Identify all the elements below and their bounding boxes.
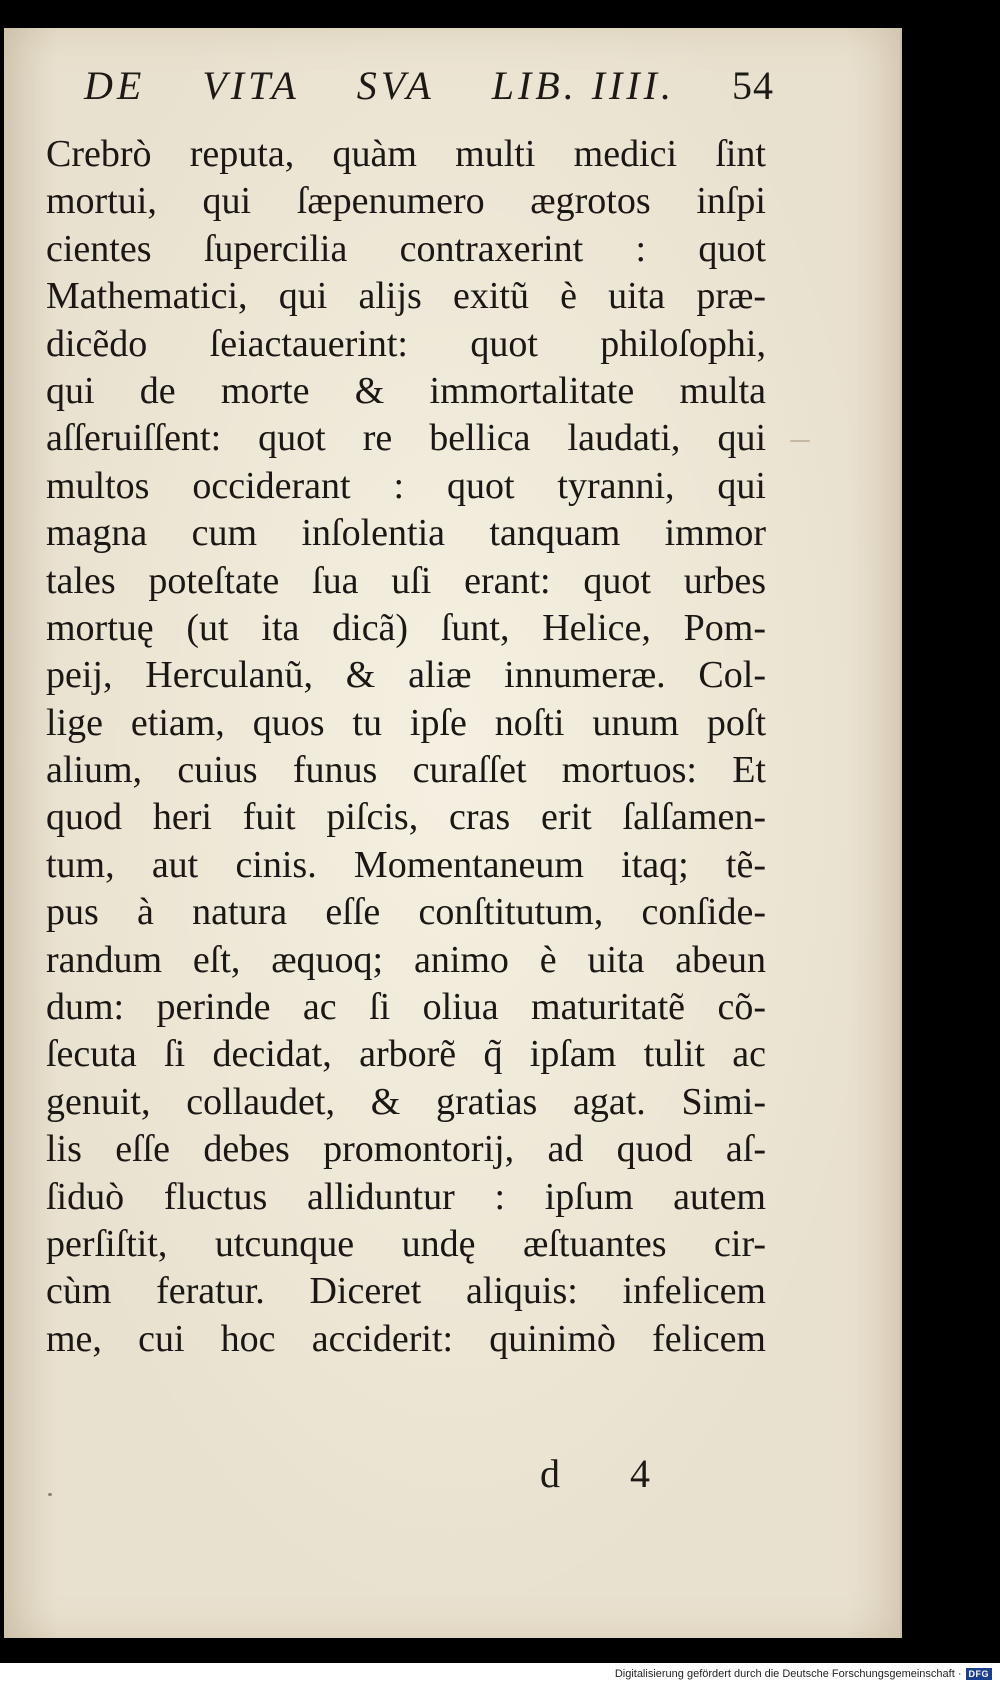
- text-line: pus à natura eſſe conſtitutum, conſide-: [46, 891, 766, 934]
- text-line: qui de morte & immortalitate multa: [46, 369, 766, 412]
- text-line: ſecuta ſi decidat, arborẽ q̃ ipſam tulit ac: [46, 1033, 766, 1076]
- text-line: mortuę (ut ita dicã) ſunt, Helice, Pom-: [46, 606, 766, 649]
- text-line: Mathematici, qui alijs exitũ è uita præ-: [46, 275, 766, 318]
- signature-number: 4: [630, 1451, 650, 1496]
- text-line: me, cui hoc acciderit: quinimò felicem: [46, 1317, 766, 1360]
- text-line: perſiſtit, utcunque undę æſtuantes cir-: [46, 1222, 766, 1265]
- text-line: Crebrò reputa, quàm multi medici ſint: [46, 133, 766, 175]
- text-line: tales poteſtate ſua uſi erant: quot urbes: [46, 559, 766, 602]
- footer-credit: Digitalisierung gefördert durch die Deutsche Forschungsgemeinschaft ·: [614, 1668, 962, 1680]
- paper-speck: [48, 1493, 52, 1496]
- text-line: lis eſſe debes promontorij, ad quod aſ-: [46, 1128, 766, 1171]
- text-line: aſſeruiſſent: quot re bellica laudati, qui: [46, 417, 766, 460]
- running-head-de: DE: [84, 63, 146, 108]
- text-line: genuit, collaudet, & gratias agat. Simi-: [46, 1080, 766, 1123]
- text-line: multos occiderant : quot tyranni, qui: [46, 464, 766, 507]
- text-line: cùm feratur. Diceret aliquis: infelicem: [46, 1270, 766, 1313]
- text-line: quod heri fuit piſcis, cras erit ſalſamen-: [46, 796, 766, 839]
- text-line: lige etiam, quos tu ipſe noſti unum poſt: [46, 701, 766, 744]
- text-line: mortui, qui ſæpenumero ægrotos inſpi: [46, 180, 766, 223]
- book-page: [4, 28, 902, 1638]
- text-line: magna cum inſolentia tanquam immor: [46, 512, 766, 555]
- signature-letter: d: [540, 1451, 560, 1496]
- running-head: [84, 62, 774, 109]
- paper-speck: [790, 440, 810, 442]
- text-line: tum, aut cinis. Momentaneum itaq; tẽ-: [46, 843, 766, 886]
- running-head-lib: LIB. IIII.: [491, 63, 675, 108]
- digitization-footer: [0, 1663, 1000, 1685]
- running-head-sva: SVA: [356, 63, 435, 108]
- text-line: dum: perinde ac ſi oliua maturitatẽ cõ-: [46, 986, 766, 1029]
- text-line: peij, Herculanũ, & aliæ innumeræ. Col-: [46, 654, 766, 697]
- running-head-vita: VITA: [202, 63, 300, 108]
- text-line: ſiduò fluctus alliduntur : ipſum autem: [46, 1175, 766, 1218]
- text-line: alium, cuius funus curaſſet mortuos: Et: [46, 749, 766, 792]
- body-text: [46, 131, 766, 1363]
- text-line: randum eſt, æquoq; animo è uita abeun: [46, 938, 766, 981]
- text-line: dicẽdo ſeiactauerint: quot philoſophi,: [46, 322, 766, 365]
- page-number: 54: [731, 63, 774, 108]
- signature-mark: [540, 1450, 650, 1497]
- dfg-logo: DFG: [966, 1668, 993, 1680]
- text-line: cientes ſupercilia contraxerint : quot: [46, 227, 766, 270]
